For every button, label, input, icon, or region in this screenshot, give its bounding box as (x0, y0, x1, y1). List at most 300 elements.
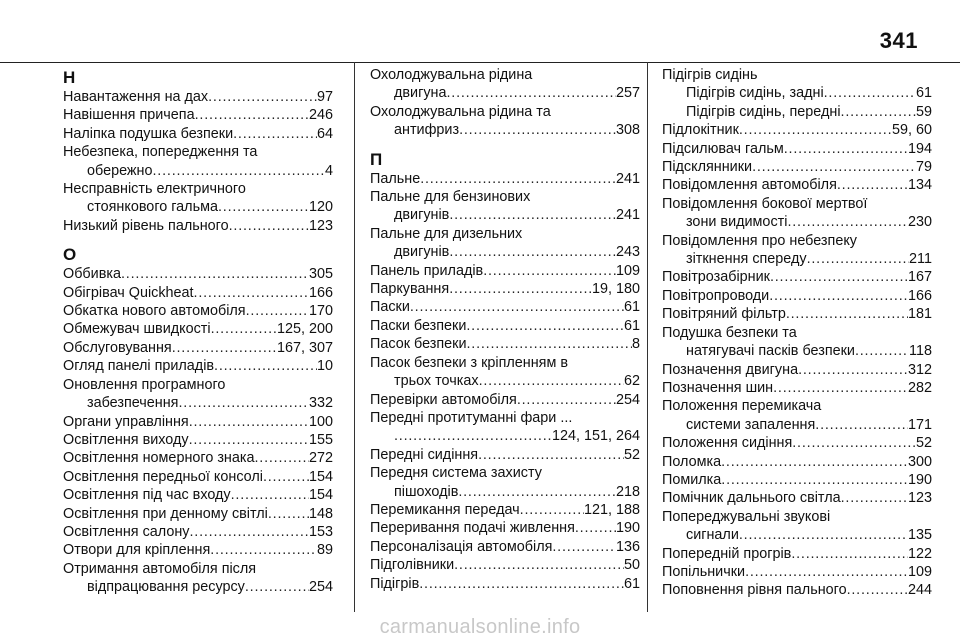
entry-line (63, 320, 333, 338)
index-entry (63, 88, 333, 106)
dot-leader (841, 103, 916, 121)
dot-leader (255, 449, 309, 467)
entry-text: Положення перемикача (662, 398, 822, 415)
entry-pages: 190 (907, 471, 932, 488)
entry-text: Навантаження на дах (63, 89, 209, 105)
entry-pages: 167 (907, 269, 932, 286)
entry-pages: 312 (907, 361, 932, 378)
entry-text: Попередній прогрів (662, 545, 792, 562)
entry-text: Наліпка подушка безпеки (63, 125, 234, 142)
index-entry (370, 538, 640, 556)
dot-leader (218, 198, 309, 216)
entry-text: Небезпека, попередження та (63, 144, 258, 161)
entry-text: Обігрівач Quickheat (63, 284, 194, 301)
column-separator (647, 62, 648, 612)
entry-pages: 61 (623, 299, 640, 316)
index-entry (63, 284, 333, 302)
dot-leader (231, 486, 309, 504)
entry-pages: 308 (615, 122, 640, 139)
entry-line (63, 265, 333, 283)
index-entry (370, 501, 640, 519)
entry-text: сигнали (686, 527, 739, 544)
dot-leader (575, 519, 616, 537)
entry-text: Пальне (370, 170, 421, 187)
entry-pages: 97 (316, 89, 333, 105)
index-entry (63, 560, 333, 597)
entry-pages: 244 (907, 582, 932, 599)
page-number: 341 (879, 28, 918, 53)
entry-line (63, 106, 333, 124)
index-entry (63, 339, 333, 357)
index-entry (370, 66, 640, 103)
index-entry (63, 486, 333, 504)
index-entry (63, 449, 333, 467)
dot-leader (211, 320, 277, 338)
entry-line (662, 121, 932, 139)
entry-pages: 332 (308, 395, 333, 412)
entry-pages: 254 (308, 579, 333, 596)
dot-leader (121, 265, 309, 283)
entry-text: Підігрів (370, 575, 420, 592)
entry-text: пішоходів (394, 483, 459, 500)
entry-pages: 89 (316, 542, 333, 559)
entry-line (63, 486, 333, 504)
entry-pages: 62 (623, 373, 640, 390)
entry-text: Подушка безпеки та (662, 324, 797, 341)
dot-leader (194, 284, 309, 302)
entry-text: зіткнення спереду (686, 251, 807, 268)
entry-subline (662, 342, 932, 360)
entry-text: Підсилювач гальм (662, 140, 784, 157)
entry-text: Перемикання передач (370, 501, 520, 518)
index-entry (63, 523, 333, 541)
section-letter: Н (63, 68, 76, 87)
entry-pages: 118 (909, 343, 932, 360)
entry-line (63, 376, 333, 394)
entry-line (370, 391, 640, 409)
entry-pages: 171 (907, 416, 932, 433)
entry-subline (662, 416, 932, 434)
entry-subline (370, 121, 640, 139)
index-entry (662, 471, 932, 489)
entry-pages: 109 (615, 262, 640, 279)
entry-text: Передні протитуманні фари ... (370, 409, 573, 426)
entry-text: Повітропроводи (662, 287, 770, 304)
index-entry (370, 298, 640, 316)
entry-line (63, 339, 333, 357)
dot-leader (214, 357, 317, 375)
entry-line (662, 434, 932, 452)
dot-leader (807, 250, 909, 268)
index-entry (63, 265, 333, 283)
entry-text: натягувачі пасків безпеки (686, 343, 855, 360)
dot-leader (195, 106, 309, 124)
dot-leader (770, 268, 908, 286)
index-entry (370, 446, 640, 464)
entry-text: Оббивка (63, 266, 121, 283)
entry-pages: 64 (316, 125, 333, 142)
entry-text: Повітряний фільтр (662, 306, 786, 323)
entry-pages: 124, 151, 264 (551, 428, 640, 445)
entry-line (63, 449, 333, 467)
index-entry (370, 103, 640, 140)
dot-leader (208, 88, 317, 106)
entry-pages: 243 (615, 244, 640, 261)
entry-subline (63, 578, 333, 596)
dot-leader (815, 416, 908, 434)
entry-subline (662, 84, 932, 102)
entry-line (63, 413, 333, 431)
dot-leader (479, 372, 624, 390)
entry-text: Передня система захисту (370, 465, 542, 482)
entry-text: Повідомлення автомобіля (662, 177, 837, 194)
dot-leader (483, 262, 616, 280)
entry-text: Пальне для дизельних (370, 225, 523, 242)
section-letter: П (370, 149, 383, 169)
entry-text: Навішення причепа (63, 107, 195, 124)
entry-text: Підсклянники (662, 159, 753, 176)
entry-line (662, 158, 932, 176)
index-entry (370, 335, 640, 353)
entry-pages: 211 (909, 251, 932, 268)
entry-pages: 59, 60 (891, 122, 932, 139)
dot-leader (449, 243, 616, 261)
dot-leader (394, 427, 552, 445)
dot-leader (419, 575, 624, 593)
dot-leader (449, 280, 592, 298)
entry-text: Обкатка нового автомобіля (63, 303, 246, 320)
index-entry (63, 357, 333, 375)
index-entry (662, 232, 932, 269)
entry-pages: 230 (907, 214, 932, 231)
entry-line (662, 361, 932, 379)
index-entry (662, 195, 932, 232)
entry-text: Підігрів сидінь, задні (686, 85, 824, 102)
index-entry (662, 563, 932, 581)
entry-text: Підігрів сидінь, передні (686, 103, 841, 120)
entry-pages: 153 (308, 523, 333, 540)
entry-text: Отвори для кріплення (63, 542, 211, 559)
entry-line (662, 545, 932, 563)
index-entry (370, 317, 640, 335)
entry-text: Попільнички (662, 563, 746, 580)
index-entry (662, 140, 932, 158)
entry-text: забезпечення (87, 395, 179, 412)
entry-subline (370, 206, 640, 224)
entry-subline (662, 250, 932, 268)
index-entry (662, 66, 932, 121)
entry-pages: 282 (907, 379, 932, 396)
index-entry (662, 379, 932, 397)
entry-pages: 52 (623, 446, 640, 463)
entry-pages: 300 (907, 453, 932, 470)
index-entry (370, 575, 640, 593)
entry-line (63, 468, 333, 486)
entry-subline (63, 198, 333, 216)
entry-line (63, 505, 333, 523)
entry-line (370, 262, 640, 280)
entry-text: Освітлення передньої консолі (63, 468, 263, 485)
entry-line (662, 379, 932, 397)
entry-pages: 4 (324, 162, 333, 179)
index-entry (662, 305, 932, 323)
index-entry (662, 434, 932, 452)
entry-pages: 194 (907, 140, 932, 157)
entry-text: Обмежувач швидкості (63, 321, 211, 338)
entry-line (370, 66, 640, 84)
dot-leader (263, 468, 309, 486)
entry-text: Охолоджувальна рідина (370, 67, 533, 83)
section-letter: О (63, 245, 77, 265)
entry-line (662, 581, 932, 599)
dot-leader (841, 489, 908, 507)
index-entry (662, 268, 932, 286)
dot-leader (420, 170, 616, 188)
entry-line (370, 464, 640, 482)
entry-text: Органи управління (63, 413, 189, 430)
entry-pages: 305 (308, 266, 333, 283)
entry-text: Переривання подачі живлення (370, 520, 575, 537)
entry-line (370, 409, 640, 427)
index-entry (662, 158, 932, 176)
entry-pages: 121, 188 (583, 501, 640, 518)
dot-leader (769, 287, 908, 305)
entry-text: Оновлення програмного (63, 376, 226, 393)
dot-leader (739, 526, 908, 544)
index-entry (370, 262, 640, 280)
entry-text: Підголівники (370, 557, 455, 574)
entry-text: системи запалення (686, 416, 816, 433)
dot-leader (189, 431, 309, 449)
dot-leader (787, 213, 908, 231)
entry-line (662, 471, 932, 489)
index-entry (370, 188, 640, 225)
entry-line (63, 431, 333, 449)
entry-text: Персоналізація автомобіля (370, 538, 553, 555)
entry-pages: 100 (308, 413, 333, 430)
index-entry (63, 217, 333, 235)
entry-line (662, 268, 932, 286)
dot-leader (721, 471, 908, 489)
entry-pages: 123 (907, 490, 932, 507)
entry-pages: 8 (631, 336, 640, 353)
entry-line (370, 188, 640, 206)
index-entry (662, 121, 932, 139)
entry-pages: 19, 180 (591, 281, 640, 298)
column-separator (354, 62, 355, 612)
entry-text: Передні сидіння (370, 446, 479, 463)
dot-leader (478, 446, 624, 464)
entry-text: Підігрів сидінь (662, 67, 758, 83)
entry-pages: 155 (308, 431, 333, 448)
entry-line (63, 180, 333, 198)
index-entry (63, 413, 333, 431)
entry-text: Поломка (662, 453, 722, 470)
entry-text: Освітлення при денному світлі (63, 505, 268, 522)
entry-subline (370, 427, 640, 445)
entry-text: Охолоджувальна рідина та (370, 103, 551, 120)
dot-leader (786, 305, 908, 323)
entry-pages: 120 (308, 199, 333, 216)
dot-leader (153, 162, 325, 180)
entry-subline (63, 394, 333, 412)
entry-line (662, 140, 932, 158)
entry-text: Підлокітник (662, 122, 739, 139)
dot-leader (454, 556, 624, 574)
entry-text: Паски безпеки (370, 317, 467, 334)
entry-text: антифриз (394, 122, 460, 139)
index-entry (662, 453, 932, 471)
entry-text: Пальне для бензинових (370, 189, 531, 206)
entry-text: Обслуговування (63, 339, 172, 356)
index-entry (63, 125, 333, 143)
entry-line (63, 523, 333, 541)
entry-pages: 125, 200 (276, 321, 333, 338)
entry-pages: 10 (316, 358, 333, 375)
dot-leader (189, 413, 309, 431)
entry-text: обережно (87, 162, 153, 179)
entry-line (662, 453, 932, 471)
index-entry (63, 302, 333, 320)
entry-pages: 135 (907, 527, 932, 544)
entry-line (370, 225, 640, 243)
dot-leader (855, 342, 909, 360)
entry-line (370, 170, 640, 188)
entry-text: Огляд панелі приладів (63, 358, 215, 375)
entry-pages: 154 (308, 468, 333, 485)
index-entry (662, 489, 932, 507)
entry-text: двигунів (394, 244, 450, 261)
entry-line (370, 103, 640, 121)
dot-leader (517, 391, 616, 409)
entry-pages: 170 (308, 303, 333, 320)
entry-line (662, 324, 932, 342)
entry-text: відпрацювання ресурсу (87, 579, 245, 596)
entry-pages: 134 (907, 177, 932, 194)
entry-text: Освітлення під час входу (63, 487, 231, 504)
entry-line (63, 143, 333, 161)
dot-leader (784, 140, 908, 158)
entry-text: Освітлення виходу (63, 431, 189, 448)
entry-text: Помилка (662, 471, 722, 488)
dot-leader (467, 335, 632, 353)
header-rule (0, 62, 960, 63)
entry-text: зони видимості (686, 214, 788, 231)
dot-leader (458, 483, 616, 501)
entry-subline (662, 103, 932, 121)
entry-text: Паски (370, 299, 410, 316)
index-column-3 (662, 66, 932, 600)
entry-line (662, 232, 932, 250)
entry-text: Отримання автомобіля після (63, 560, 257, 577)
index-entry (370, 391, 640, 409)
dot-leader (246, 302, 309, 320)
entry-text: Поповнення рівня пального (662, 582, 847, 599)
entry-line (370, 280, 640, 298)
entry-line (370, 354, 640, 372)
index-entry (63, 468, 333, 486)
dot-leader (466, 317, 624, 335)
entry-line (63, 125, 333, 143)
entry-text: Низький рівень пального (63, 217, 229, 234)
entry-line (370, 317, 640, 335)
index-entry (370, 464, 640, 501)
entry-text: Помічник дальнього світла (662, 490, 841, 507)
entry-text: Попереджувальні звукові (662, 508, 831, 525)
entry-line (370, 501, 640, 519)
entry-pages: 241 (615, 207, 640, 224)
entry-text: трьох точках (394, 373, 479, 390)
entry-pages: 61 (623, 575, 640, 592)
dot-leader (798, 361, 908, 379)
entry-line (370, 538, 640, 556)
entry-line (63, 302, 333, 320)
entry-line (662, 563, 932, 581)
entry-pages: 79 (915, 159, 932, 176)
entry-pages: 136 (615, 538, 640, 555)
entry-line (63, 357, 333, 375)
index-entry (370, 225, 640, 262)
entry-line (370, 446, 640, 464)
entry-text: Паркування (370, 281, 450, 298)
index-entry (370, 556, 640, 574)
entry-line (63, 217, 333, 235)
index-column-2 (370, 66, 640, 593)
entry-line (63, 88, 333, 106)
entry-subline (662, 526, 932, 544)
entry-pages: 166 (907, 287, 932, 304)
entry-subline (63, 162, 333, 180)
entry-pages: 167, 307 (276, 339, 333, 356)
index-entry (662, 397, 932, 434)
entry-text: Панель приладів (370, 262, 484, 279)
dot-leader (837, 176, 908, 194)
entry-text: Пасок безпеки (370, 336, 467, 353)
index-entry (662, 287, 932, 305)
entry-pages: 61 (915, 85, 932, 102)
dot-leader (446, 84, 616, 102)
dot-leader (824, 84, 916, 102)
dot-leader (229, 217, 309, 235)
index-entry (63, 505, 333, 523)
entry-line (370, 556, 640, 574)
entry-subline (370, 84, 640, 102)
dot-leader (449, 206, 616, 224)
entry-subline (662, 213, 932, 231)
dot-leader (178, 394, 309, 412)
dot-leader (552, 538, 616, 556)
entry-pages: 109 (907, 563, 932, 580)
entry-pages: 241 (615, 170, 640, 187)
index-entry (662, 581, 932, 599)
entry-line (662, 397, 932, 415)
entry-line (662, 508, 932, 526)
index-entry (662, 508, 932, 545)
index-entry (370, 409, 640, 446)
entry-pages: 61 (623, 317, 640, 334)
entry-line (370, 335, 640, 353)
entry-pages: 123 (308, 217, 333, 234)
dot-leader (459, 121, 616, 139)
entry-pages: 257 (615, 85, 640, 102)
index-entry (662, 324, 932, 361)
dot-leader (245, 578, 309, 596)
entry-pages: 181 (907, 306, 932, 323)
entry-line (662, 176, 932, 194)
entry-line (662, 489, 932, 507)
index-entry (370, 519, 640, 537)
entry-text: Позначення шин (662, 379, 774, 396)
